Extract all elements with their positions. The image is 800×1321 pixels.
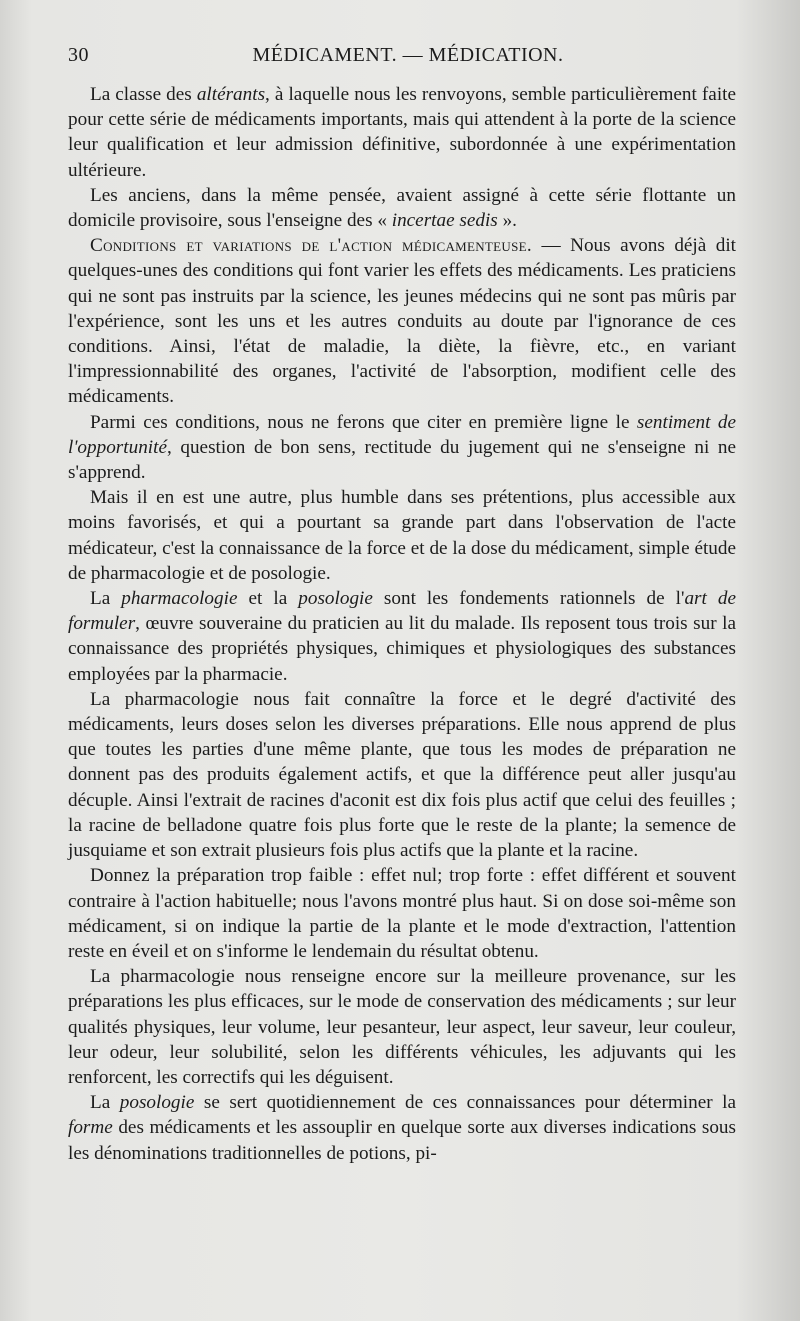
paragraph-anciens: Les anciens, dans la même pensée, avaient assigné à cette série flottante un domicile provisoire, sous l'enseigne des « incertae sedis ».	[68, 184, 736, 232]
paragraph-conditions: Conditions et variations de l'action médicamenteuse. — Nous avons déjà dit quelques-unes des conditions qui font varier les effets des médicaments. Les praticiens qui ne sont pas instruits par la science, les jeunes médecins qui ne sont pas mûris par l'expérience, sont les uns et les autres conduits au doute par l'ignorance de ces conditions. Ainsi, l'état de maladie, la diète, la fièvre, etc., en variant l'impressionnabilité des organes, l'activité de l'absorption, modifient celle des médicaments.	[68, 235, 736, 408]
running-head: MÉDICAMENT. — MÉDICATION.	[252, 44, 564, 66]
section-heading: Conditions et variations de l'action médicamenteuse.	[90, 235, 532, 257]
page-header	[68, 44, 748, 74]
paragraph-posologie: La posologie se sert quotidiennement de ces connaissances pour déterminer la forme des médicaments et les assouplir en quelque sorte aux diverses indications sous les dénominations traditionnelles de potions, pi-	[68, 1092, 736, 1164]
paragraph-opportunite: Parmi ces conditions, nous ne ferons que citer en première ligne le sentiment de l'opportunité, question de bon sens, rectitude du jugement qui ne s'enseigne ni ne s'apprend.	[68, 411, 736, 484]
page-number: 30	[68, 44, 89, 66]
body-text	[68, 82, 736, 1166]
paragraph-pharmacologie-posologie: La pharmacologie et la posologie sont les fondements rationnels de l'art de formuler, œuvre souveraine du praticien au lit du malade. Ils reposent tous trois sur la connaissance des propriétés physiques, chimiques et physiologiques des substances employées par la pharmacie.	[68, 588, 736, 685]
paragraph-alterants: La classe des altérants, à laquelle nous les renvoyons, semble particulièrement faite pour cette série de médicaments importants, mais qui attendent à la porte de la science leur qualification et leur admission définitive, subordonnée à une expérimentation ultérieure.	[68, 84, 736, 181]
paragraph-activite: La pharmacologie nous fait connaître la force et le degré d'activité des médicaments, leurs doses selon les diverses préparations. Elle nous apprend de plus que toutes les parties d'une même plante, que tous les modes de préparation ne donnent pas des produits également actifs, et que la différence peut aller jusqu'au décuple. Ainsi l'extrait de racines d'aconit est dix fois plus actif que celui des feuilles ; la racine de belladone quatre fois plus forte que le reste de la plante; la semence de jusquiame et son extrait plusieurs fois plus actifs que la plante et la racine.	[68, 688, 736, 862]
paragraph-force-dose: Mais il en est une autre, plus humble dans ses prétentions, plus accessible aux moins favorisés, et qui a pourtant sa grande part dans l'observation de l'acte médicateur, c'est la connaissance de la force et de la dose du médicament, simple étude de pharmacologie et de posologie.	[68, 487, 736, 584]
paragraph-preparation: Donnez la préparation trop faible : effet nul; trop forte : effet différent et souvent contraire à l'action habituelle; nous l'avons montré plus haut. Si on dose soi-même son médicament, si on indique la partie de la plante et le mode d'extraction, l'attention reste en éveil et on s'informe le lendemain du résultat obtenu.	[68, 865, 736, 962]
paragraph-provenance: La pharmacologie nous renseigne encore sur la meilleure provenance, sur les préparations les plus efficaces, sur le mode de conservation des médicaments ; sur leur qualités physiques, leur volume, leur pesanteur, leur aspect, leur saveur, leur couleur, leur odeur, leur solubilité, selon les différents véhicules, les adjuvants qui les renforcent, les correctifs qui les déguisent.	[68, 966, 736, 1088]
